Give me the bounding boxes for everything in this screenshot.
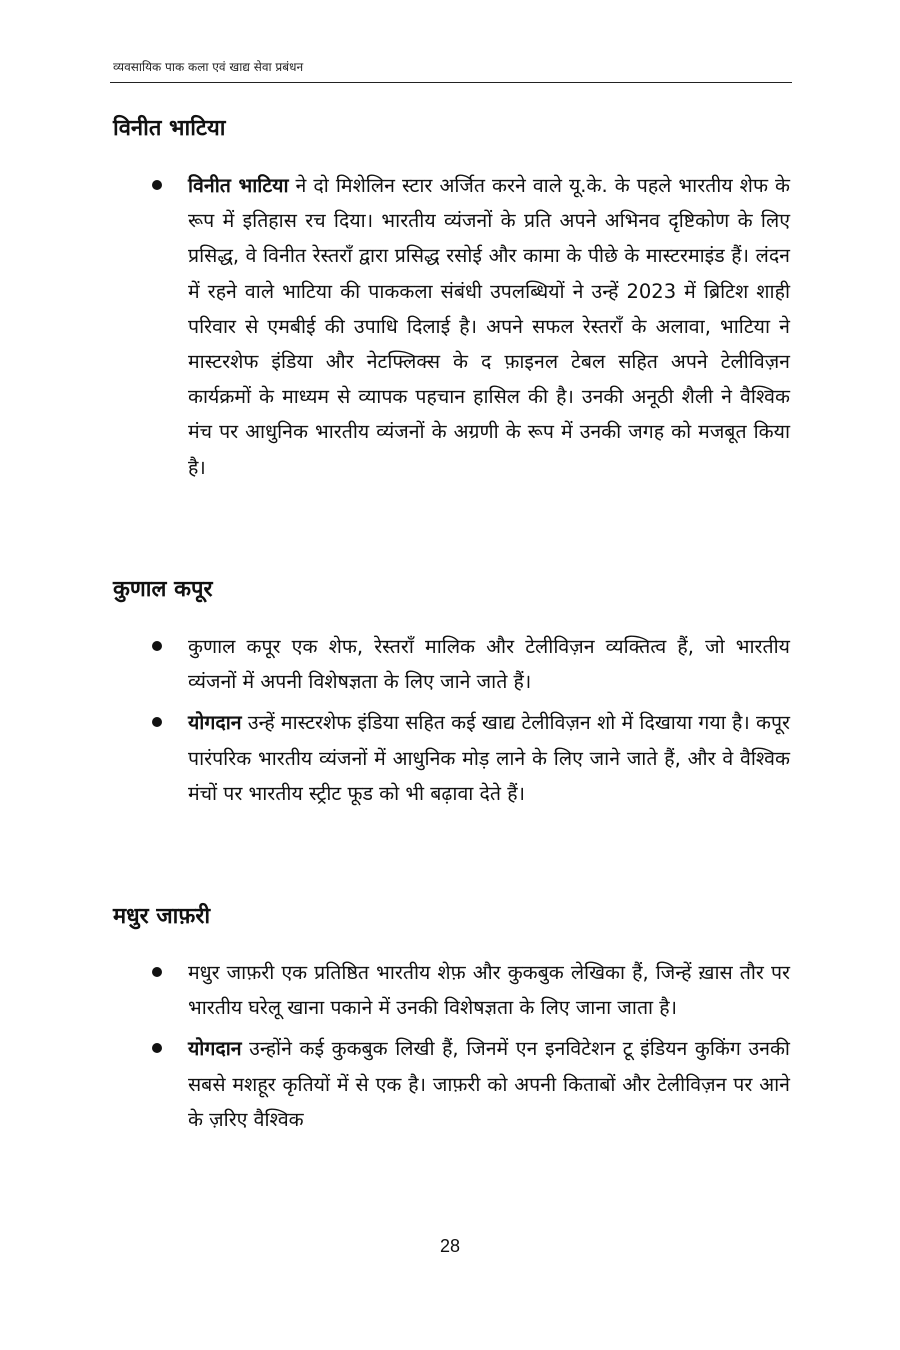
bullet-icon bbox=[152, 967, 162, 977]
section-heading-madhur-jaffrey: मधुर जाफ़री bbox=[113, 904, 211, 929]
header-rule bbox=[110, 82, 792, 83]
bullet-text: कुणाल कपूर एक शेफ, रेस्तराँ मालिक और टेलीविज़न व्यक्तित्व हैं, जो भारतीय व्यंजनों में अपनी विशेषज्ञता के लिए जाने जाते हैं। bbox=[188, 635, 790, 694]
list-item bbox=[150, 1031, 790, 1137]
running-header: व्यवसायिक पाक कला एवं खाद्य सेवा प्रबंधन bbox=[113, 60, 304, 74]
bullet-list-kunal-kapoor bbox=[150, 629, 790, 817]
bullet-lead: योगदान bbox=[188, 711, 242, 735]
list-item bbox=[150, 168, 790, 485]
list-item bbox=[150, 705, 790, 811]
list-item bbox=[150, 629, 790, 699]
bullet-lead: योगदान bbox=[188, 1037, 242, 1061]
page-number: 28 bbox=[439, 1236, 461, 1256]
bullet-list-madhur-jaffrey bbox=[150, 955, 790, 1143]
bullet-text: मधुर जाफ़री एक प्रतिष्ठित भारतीय शेफ़ और कुकबुक लेखिका हैं, जिन्हें ख़ास तौर पर भारतीय घरेलू खाना पकाने में उनकी विशेषज्ञता के लिए जाना जाता है। bbox=[188, 961, 790, 1020]
section-heading-vineet-bhatia: विनीत भाटिया bbox=[113, 116, 226, 141]
bullet-icon bbox=[152, 717, 162, 727]
section-heading-kunal-kapoor: कुणाल कपूर bbox=[113, 577, 213, 602]
bullet-list-vineet-bhatia bbox=[150, 168, 790, 491]
bullet-lead: विनीत भाटिया bbox=[188, 174, 289, 197]
bullet-text: ने दो मिशेलिन स्टार अर्जित करने वाले यू.के. के पहले भारतीय शेफ के रूप में इतिहास रच दिया। भारतीय व्यंजनों के प्रति अपने अभिनव दृष्टिकोण के लिए प्रसिद्ध, वे विनीत रेस्तराँ द्वारा प्रसिद्ध रसोई और कामा के पीछे के मास्टरमाइंड हैं। लंदन में रहने वाले भाटिया की पाककला संबंधी उपलब्धियों ने उन्हें 2023 में ब्रिटिश शाही परिवार से एमबीई की उपाधि दिलाई है। अपने सफल रेस्तराँ के अलावा, भाटिया ने मास्टरशेफ इंडिया और नेटफ्लिक्स के द फ़ाइनल टेबल सहित अपने टेलीविज़न कार्यक्रमों के माध्यम से व्यापक पहचान हासिल की है। उनकी अनूठी शैली ने वैश्विक मंच पर आधुनिक भारतीय व्यंजनों के अग्रणी के रूप में उनकी जगह को मजबूत किया है। bbox=[188, 174, 790, 479]
bullet-icon bbox=[152, 180, 162, 190]
bullet-icon bbox=[152, 1043, 162, 1053]
bullet-text: उन्हें मास्टरशेफ इंडिया सहित कई खाद्य टेलीविज़न शो में दिखाया गया है। कपूर पारंपरिक भारतीय व्यंजनों में आधुनिक मोड़ लाने के लिए जाने जाते हैं, और वे वैश्विक मंचों पर भारतीय स्ट्रीट फूड को भी बढ़ावा देते हैं। bbox=[188, 711, 790, 805]
list-item bbox=[150, 955, 790, 1025]
bullet-text: उन्होंने कई कुकबुक लिखी हैं, जिनमें एन इनविटेशन टू इंडियन कुकिंग उनकी सबसे मशहूर कृतियों में से एक है। जाफ़री को अपनी किताबों और टेलीविज़न पर आने के ज़रिए वैश्विक bbox=[188, 1037, 790, 1131]
bullet-icon bbox=[152, 641, 162, 651]
